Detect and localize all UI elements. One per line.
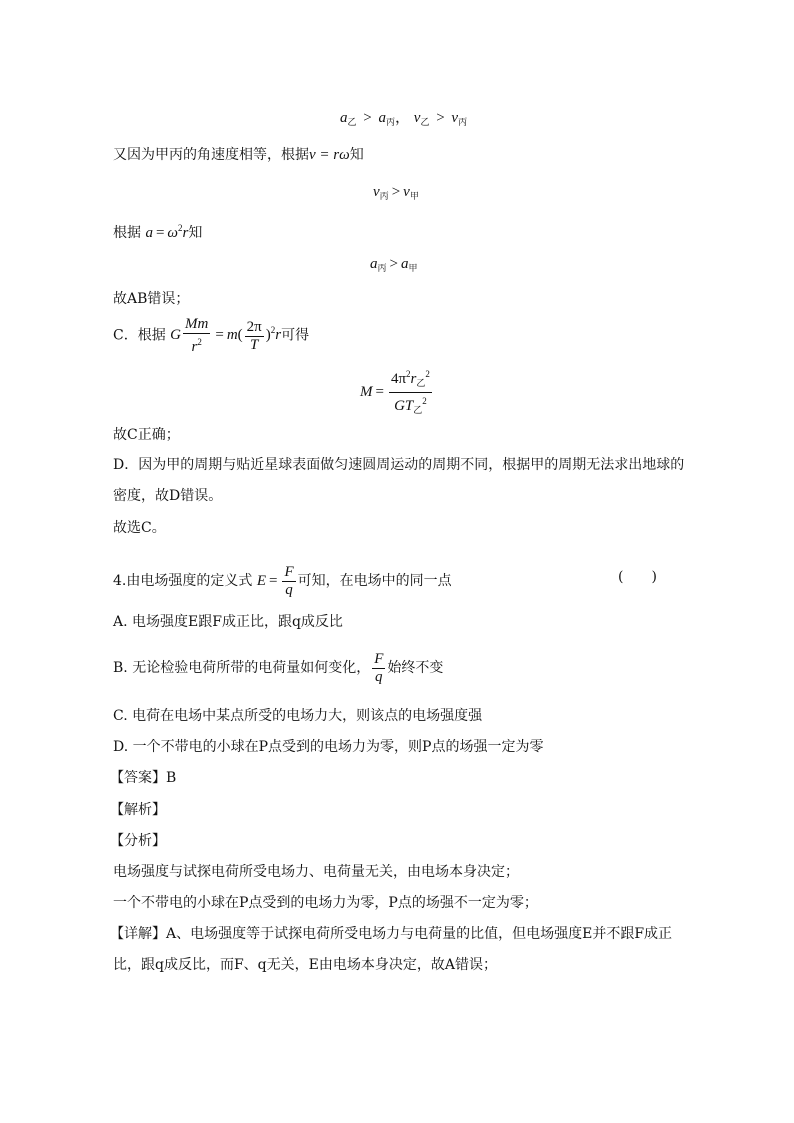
question-4-option-d: D. 一个不带电的小球在P点受到的电场力为零，则P点的场强一定为零 <box>113 739 544 755</box>
formula-accel-velocity: $a_乙 > a_丙$， $v_乙 > v_丙$ <box>340 110 468 127</box>
detail-line2: 比，跟q成反比，而F、q无关，E由电场本身决定，故A错误； <box>113 957 497 973</box>
text-c-correct: 故C正确； <box>113 427 180 443</box>
fenxi-label: 【分析】 <box>110 833 166 849</box>
analysis-label: 【解析】 <box>110 802 166 818</box>
fenxi-line1: 电场强度与试探电荷所受电场力、电荷量无关，由电场本身决定； <box>113 864 519 880</box>
question-4-option-b: B. 无论检验电荷所带的电荷量如何变化， $\frac{F}{q}$ 始终不变 <box>113 651 444 685</box>
formula-mass: M = $\frac{4\pi^2r_乙^2}{GT_乙^2}$ <box>360 366 434 419</box>
detail-line1: 【详解】A、电场强度等于试探电荷所受电场力与电荷量的比值，但电场强度E并不跟F成正 <box>110 926 673 942</box>
text-choose-c: 故选C。 <box>113 520 166 536</box>
formula-a-compare: $a_丙 > a_甲$ <box>370 256 418 273</box>
answer-blank: ( ) <box>618 569 657 585</box>
text-angular-equal: 又因为甲丙的角速度相等，根据v = rω知 <box>113 147 364 163</box>
text-option-d-line2: 密度，故D错误。 <box>113 488 223 504</box>
answer-label: 【答案】B <box>110 770 177 786</box>
fenxi-line2: 一个不带电的小球在P点受到的电场力为零，P点的场强不一定为零； <box>113 895 538 911</box>
text-accel-formula: 根据 $a = \omega^2r$知 <box>113 223 203 241</box>
text-option-d-line1: D．因为甲的周期与贴近星球表面做匀速圆周运动的周期不同，根据甲的周期无法求出地球的 <box>113 457 685 473</box>
formula-v-compare: $v_丙 > v_甲$ <box>373 184 419 201</box>
text-option-c-derivation: C．根据 G $\frac{Mm}{r^2}$ = m( $\frac{2\pi}{T}$ )$^2$r可得 <box>113 316 310 355</box>
question-4-option-a: A. 电场强度E跟F成正比，跟q成反比 <box>113 614 343 630</box>
question-4-option-c: C. 电荷在电场中某点所受的电场力大，则该点的电场强度强 <box>113 708 483 724</box>
question-4-stem: 4.由电场强度的定义式 E = $\frac{F}{q}$ 可知，在电场中的同一点 <box>113 564 452 598</box>
text-ab-wrong: 故AB错误； <box>113 291 190 307</box>
